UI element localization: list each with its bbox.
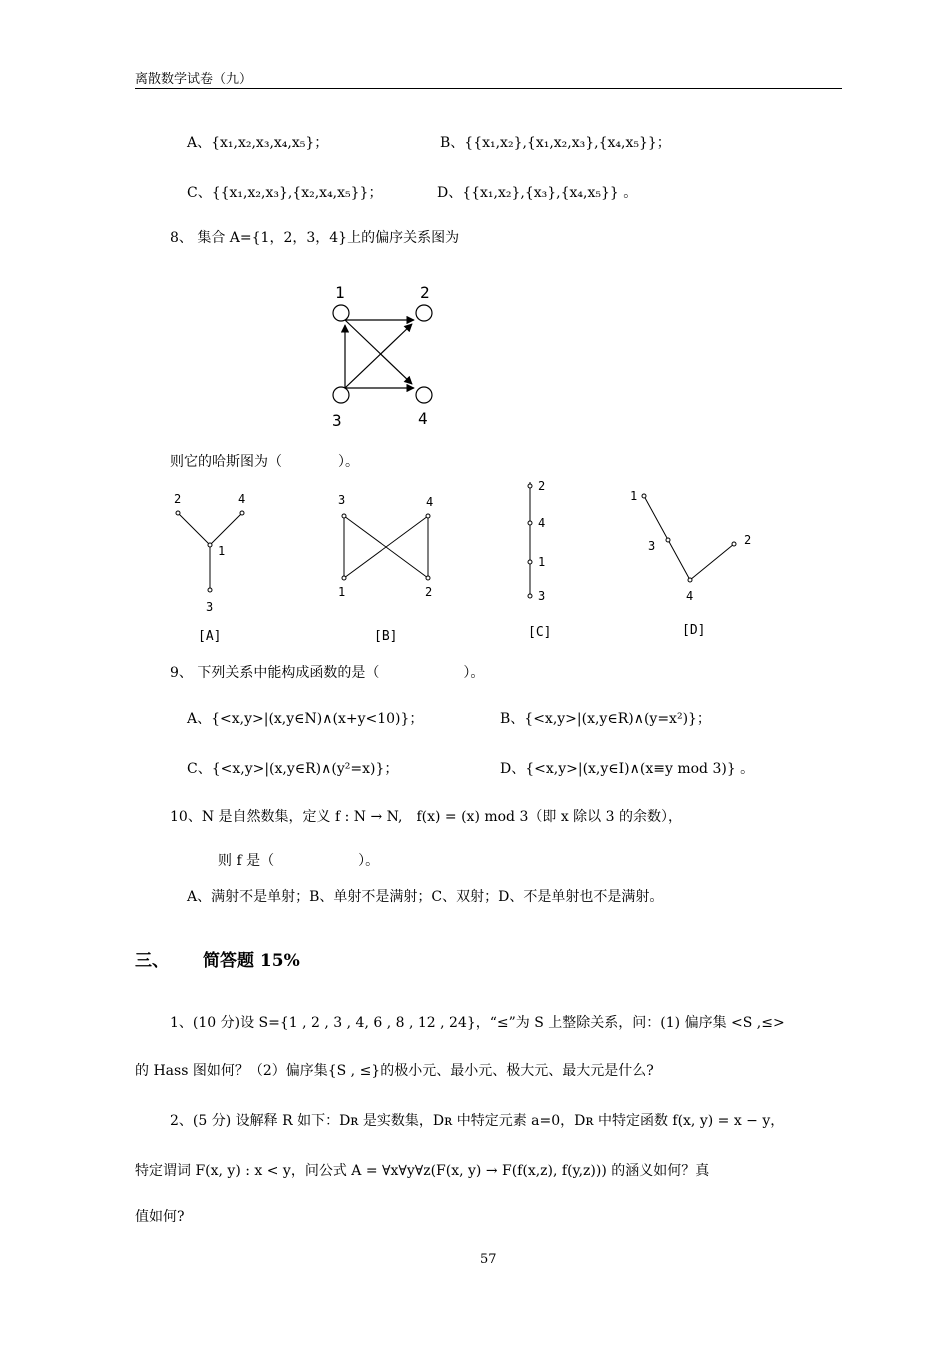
hasse-d-node-4: 4 [686, 589, 694, 603]
q10-text: 10、N 是自然数集，定义 f : N → N, f(x) = (x) mod 3（即 x 除以 3 的余数）， [170, 809, 682, 825]
q7-option-a: A、{x₁,x₂,x₃,x₄,x₅}； [187, 135, 329, 151]
q9-text: 9、 下列关系中能构成函数的是（ ）。 [170, 665, 485, 681]
graph-label-4: 4 [418, 409, 428, 428]
hasse-b-node-3: 3 [338, 493, 346, 507]
loop-4 [416, 387, 432, 403]
hasse-c-node-2: 2 [538, 479, 546, 493]
hasse-d-node-2: 2 [744, 533, 752, 547]
graph-label-1: 1 [335, 283, 345, 302]
page-number: 57 [480, 1252, 497, 1267]
hasse-d-label: [D] [682, 623, 706, 638]
s3-q2-line3: 值如何? [135, 1209, 185, 1225]
section-title: 简答题 15% [203, 951, 300, 971]
graph-label-3: 3 [332, 411, 342, 430]
q8-text: 8、 集合 A={1，2，3，4}上的偏序关系图为 [170, 230, 460, 246]
hasse-options [160, 478, 780, 648]
q9-option-d: D、{<x,y>|(x,y∈I)∧(x≡y mod 3)} 。 [500, 761, 755, 777]
s3-q2-line2: 特定谓词 F(x, y) : x < y，问公式 A = ∀x∀y∀z(F(x, y) → F(f(x,z), f(y,z))) 的涵义如何？真 [135, 1163, 710, 1179]
loop-2 [416, 305, 432, 321]
q7-option-c: C、{{x₁,x₂,x₃},{x₂,x₄,x₅}}； [187, 185, 383, 201]
hasse-b-node-2: 2 [425, 585, 433, 599]
q9-option-b: B、{<x,y>|(x,y∈R)∧(y=x²)}； [500, 711, 711, 727]
q9-option-c: C、{<x,y>|(x,y∈R)∧(y²=x)}； [187, 761, 399, 777]
loop-3 [333, 387, 349, 403]
hasse-c-node-3: 3 [538, 589, 546, 603]
hasse-b-node-1: 1 [338, 585, 346, 599]
s3-q1-line2: 的 Hass 图如何？（2）偏序集{S , ≤}的极小元、最小元、极大元、最大元是什么? [135, 1063, 654, 1079]
hasse-c-label: [C] [528, 625, 552, 640]
q7-option-b: B、{{x₁,x₂},{x₁,x₂,x₃},{x₄,x₅}}； [440, 135, 671, 151]
edge-1-4 [345, 320, 412, 384]
hasse-prompt: 则它的哈斯图为（ ）。 [170, 454, 359, 470]
hasse-c-node-4: 4 [538, 516, 546, 530]
hasse-d-node-1: 1 [630, 489, 638, 503]
hasse-d-node-3: 3 [648, 539, 656, 553]
s3-q1-line1: 1、(10 分)设 S={1 , 2 , 3 , 4, 6 , 8 , 12 , 24}，“≤”为 S 上整除关系，问：(1) 偏序集 <S ,≤> [170, 1015, 785, 1031]
q9-option-a: A、{<x,y>|(x,y∈N)∧(x+y<10)}； [187, 711, 424, 727]
s3-q2-line1: 2、(5 分) 设解释 R 如下：Dʀ 是实数集，Dʀ 中特定元素 a=0，Dʀ 中特定函数 f(x, y) = x − y， [170, 1113, 785, 1129]
edge-3-2 [345, 324, 412, 388]
hasse-b-label: [B] [374, 629, 398, 644]
hasse-a-label: [A] [198, 629, 222, 644]
section-number: 三、 [135, 951, 169, 971]
hasse-a-node-3: 3 [206, 600, 214, 614]
running-header: 离散数学试卷（九） [135, 72, 253, 87]
hasse-c-node-1: 1 [538, 555, 546, 569]
header-rule [135, 88, 842, 89]
q10-options: A、满射不是单射；B、单射不是满射；C、双射；D、不是单射也不是满射。 [187, 889, 664, 905]
hasse-a-node-4: 4 [238, 492, 246, 506]
relation-graph [310, 278, 450, 433]
graph-label-2: 2 [420, 283, 430, 302]
hasse-a-node-1: 1 [218, 544, 226, 558]
q10-prompt: 则 f 是（ ）。 [218, 853, 380, 869]
hasse-a-node-2: 2 [174, 492, 182, 506]
loop-1 [333, 305, 349, 321]
hasse-b-node-4: 4 [426, 495, 434, 509]
q7-option-d: D、{{x₁,x₂},{x₃},{x₄,x₅}} 。 [437, 185, 638, 201]
